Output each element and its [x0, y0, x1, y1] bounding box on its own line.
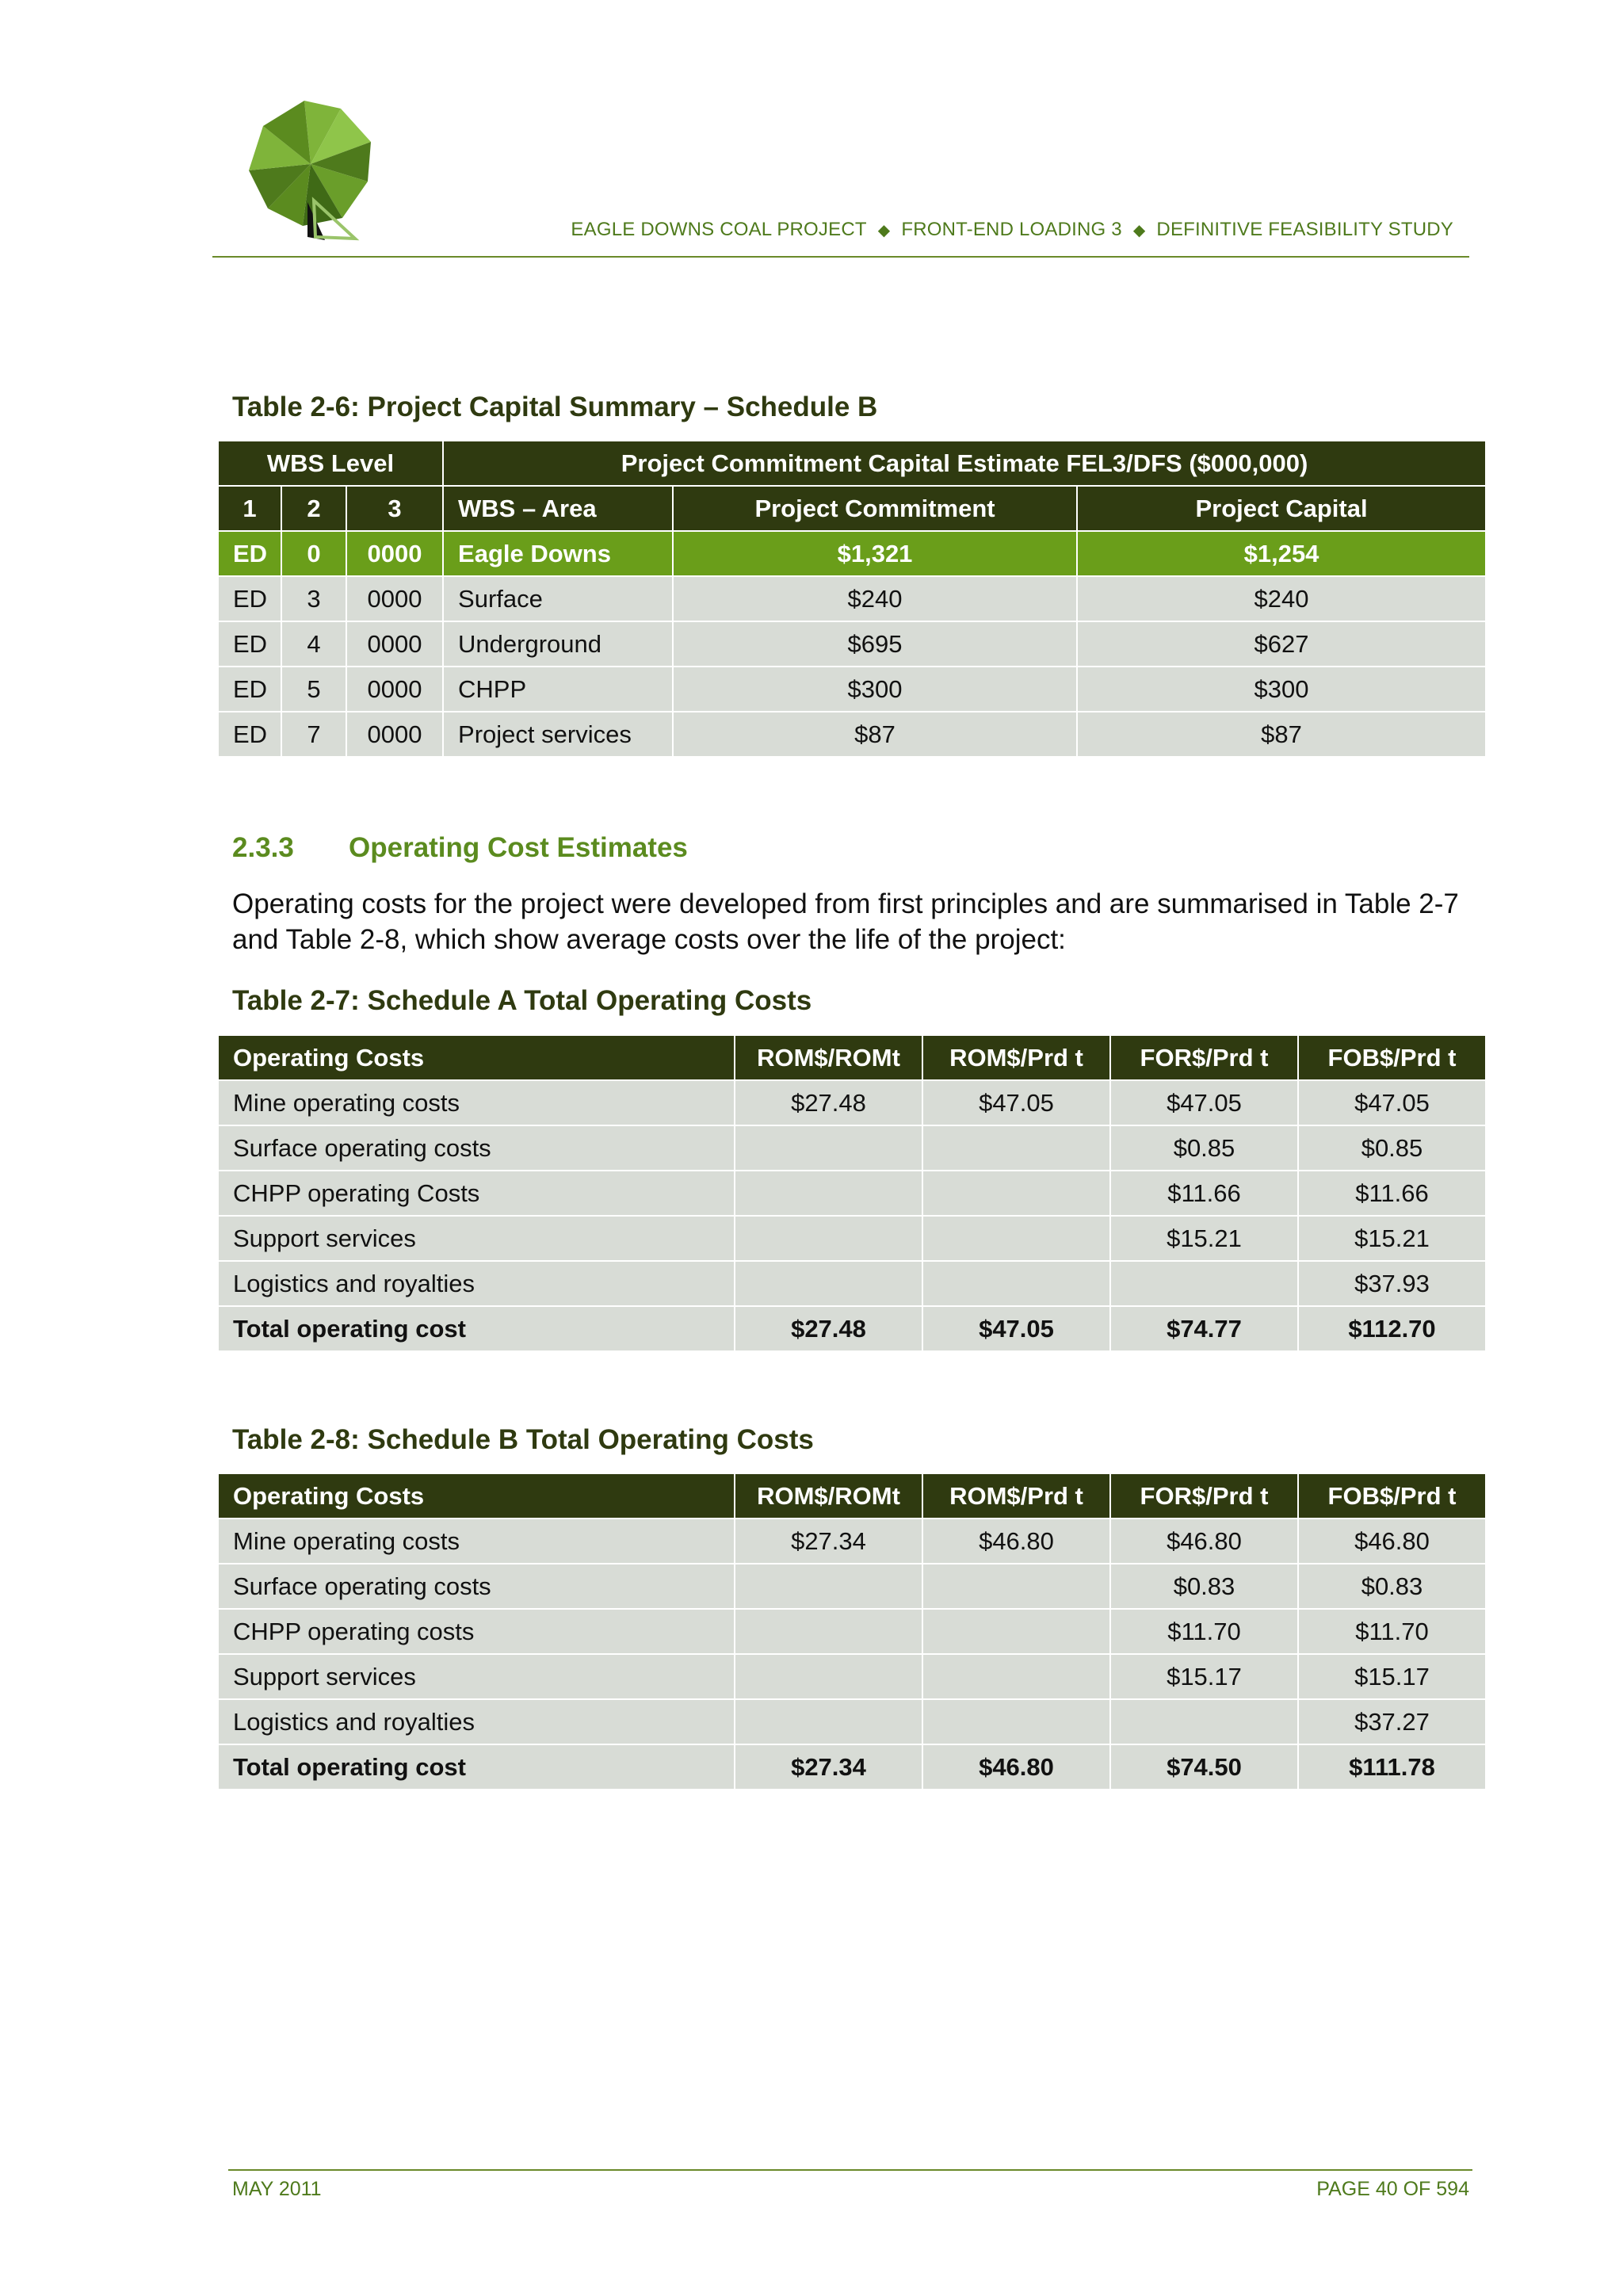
- footer-date: MAY 2011: [232, 2178, 322, 2200]
- column-header: WBS – Area: [443, 486, 673, 531]
- column-header: FOR$/Prd t: [1110, 1035, 1298, 1080]
- section-paragraph: Operating costs for the project were developed from first principles and are summarised in Table 2-7 and Table 2-8, which show average costs over the life of the project:: [232, 888, 1459, 955]
- schedule-a-operating-costs-table: [217, 1034, 1487, 1352]
- header-study: DEFINITIVE FEASIBILITY STUDY: [1156, 219, 1453, 240]
- column-header: Project Capital: [1077, 486, 1486, 531]
- table-cell: 7: [281, 712, 346, 757]
- table-cell: 0000: [346, 712, 443, 757]
- table-2-7-caption: Table 2-7: Schedule A Total Operating Costs: [232, 985, 812, 1016]
- table-cell: 0000: [346, 621, 443, 667]
- table-cell: $11.66: [1298, 1171, 1486, 1216]
- table-cell: $240: [673, 576, 1077, 621]
- table-cell: $11.70: [1110, 1609, 1298, 1654]
- table-cell: Underground: [443, 621, 673, 667]
- total-row: [218, 1744, 1486, 1790]
- table-row: [218, 1216, 1486, 1261]
- section-title: Operating Cost Estimates: [349, 832, 688, 863]
- table-cell: $47.05: [922, 1080, 1110, 1125]
- table-cell: [735, 1125, 922, 1171]
- column-header: ROM$/ROMt: [735, 1035, 922, 1080]
- table-cell: Mine operating costs: [218, 1519, 735, 1564]
- table-cell: [922, 1171, 1110, 1216]
- wbs-level-header: WBS Level: [218, 441, 443, 486]
- table-row: [218, 712, 1486, 757]
- table-row: [218, 1519, 1486, 1564]
- table-cell: $87: [673, 712, 1077, 757]
- table-cell: Total operating cost: [218, 1306, 735, 1351]
- table-cell: $1,321: [673, 531, 1077, 576]
- table-cell: Surface: [443, 576, 673, 621]
- table-cell: Project services: [443, 712, 673, 757]
- table-cell: [735, 1564, 922, 1609]
- table-cell: $112.70: [1298, 1306, 1486, 1351]
- total-row: [218, 1306, 1486, 1351]
- table-row: [218, 1125, 1486, 1171]
- table-cell: Mine operating costs: [218, 1080, 735, 1125]
- column-header: 2: [281, 486, 346, 531]
- table-cell: $240: [1077, 576, 1486, 621]
- header-divider: [212, 256, 1469, 258]
- table-cell: $0.83: [1298, 1564, 1486, 1609]
- table-cell: $1,254: [1077, 531, 1486, 576]
- column-header: Project Commitment: [673, 486, 1077, 531]
- footer-page-number: PAGE 40 OF 594: [1316, 2178, 1469, 2200]
- table-cell: $695: [673, 621, 1077, 667]
- table-cell: Logistics and royalties: [218, 1699, 735, 1744]
- table-cell: [1110, 1261, 1298, 1306]
- table-cell: Logistics and royalties: [218, 1261, 735, 1306]
- table-cell: $15.17: [1110, 1654, 1298, 1699]
- table-row: [218, 1080, 1486, 1125]
- table-row: [218, 1609, 1486, 1654]
- table-header-row: [218, 1473, 1486, 1519]
- table-cell: ED: [218, 712, 281, 757]
- table-cell: ED: [218, 576, 281, 621]
- footer-divider: [228, 2169, 1472, 2171]
- column-header: FOR$/Prd t: [1110, 1473, 1298, 1519]
- capital-summary-table: [217, 440, 1487, 758]
- column-header: 3: [346, 486, 443, 531]
- table-row: [218, 621, 1486, 667]
- table-cell: $46.80: [1298, 1519, 1486, 1564]
- table-row: [218, 576, 1486, 621]
- section-number: 2.3.3: [232, 832, 294, 863]
- table-cell: ED: [218, 621, 281, 667]
- table-cell: 0000: [346, 531, 443, 576]
- schedule-b-operating-costs-table: [217, 1473, 1487, 1790]
- table-cell: Surface operating costs: [218, 1564, 735, 1609]
- table-cell: $74.77: [1110, 1306, 1298, 1351]
- table-group-header-row: [218, 441, 1486, 486]
- table-cell: CHPP: [443, 667, 673, 712]
- table-cell: 0: [281, 531, 346, 576]
- table-cell: $27.48: [735, 1306, 922, 1351]
- table-cell: $46.80: [922, 1519, 1110, 1564]
- table-row: [218, 1654, 1486, 1699]
- table-cell: Support services: [218, 1216, 735, 1261]
- table-cell: ED: [218, 667, 281, 712]
- table-cell: $74.50: [1110, 1744, 1298, 1790]
- table-cell: Total operating cost: [218, 1744, 735, 1790]
- column-header: ROM$/Prd t: [922, 1035, 1110, 1080]
- table-cell: [735, 1216, 922, 1261]
- table-cell: 4: [281, 621, 346, 667]
- table-cell: Surface operating costs: [218, 1125, 735, 1171]
- table-header-row: [218, 1035, 1486, 1080]
- table-header-row: [218, 486, 1486, 531]
- table-cell: [922, 1699, 1110, 1744]
- column-header: ROM$/Prd t: [922, 1473, 1110, 1519]
- section-heading: [232, 832, 688, 864]
- table-cell: $0.85: [1110, 1125, 1298, 1171]
- table-cell: $15.17: [1298, 1654, 1486, 1699]
- table-cell: [922, 1564, 1110, 1609]
- table-cell: $46.80: [1110, 1519, 1298, 1564]
- table-cell: [735, 1261, 922, 1306]
- table-row: [218, 667, 1486, 712]
- column-header: FOB$/Prd t: [1298, 1473, 1486, 1519]
- table-cell: $47.05: [922, 1306, 1110, 1351]
- table-cell: $47.05: [1110, 1080, 1298, 1125]
- table-cell: $27.34: [735, 1519, 922, 1564]
- table-cell: 0000: [346, 667, 443, 712]
- table-cell: [735, 1171, 922, 1216]
- table-cell: $27.48: [735, 1080, 922, 1125]
- table-cell: [922, 1125, 1110, 1171]
- table-row: [218, 1261, 1486, 1306]
- table-cell: Eagle Downs: [443, 531, 673, 576]
- table-cell: [735, 1699, 922, 1744]
- table-cell: [922, 1609, 1110, 1654]
- table-cell: $111.78: [1298, 1744, 1486, 1790]
- column-header: FOB$/Prd t: [1298, 1035, 1486, 1080]
- table-cell: $0.83: [1110, 1564, 1298, 1609]
- table-cell: $300: [1077, 667, 1486, 712]
- table-cell: 3: [281, 576, 346, 621]
- table-cell: $11.70: [1298, 1609, 1486, 1654]
- table-cell: 0000: [346, 576, 443, 621]
- column-header: Operating Costs: [218, 1473, 735, 1519]
- table-cell: [735, 1654, 922, 1699]
- diamond-separator-icon: ◆: [1132, 222, 1146, 239]
- table-cell: $15.21: [1110, 1216, 1298, 1261]
- table-cell: [1110, 1699, 1298, 1744]
- estimate-header: Project Commitment Capital Estimate FEL3/DFS ($000,000): [443, 441, 1486, 486]
- table-cell: $46.80: [922, 1744, 1110, 1790]
- table-row: [218, 1699, 1486, 1744]
- table-cell: $37.93: [1298, 1261, 1486, 1306]
- table-cell: $11.66: [1110, 1171, 1298, 1216]
- document-header: [571, 219, 1453, 241]
- table-cell: $627: [1077, 621, 1486, 667]
- table-row: [218, 1171, 1486, 1216]
- diamond-separator-icon: ◆: [877, 222, 891, 239]
- table-cell: $300: [673, 667, 1077, 712]
- table-cell: Support services: [218, 1654, 735, 1699]
- table-2-6-caption: Table 2-6: Project Capital Summary – Schedule B: [232, 392, 878, 422]
- column-header: ROM$/ROMt: [735, 1473, 922, 1519]
- table-cell: [922, 1216, 1110, 1261]
- table-2-8-caption: Table 2-8: Schedule B Total Operating Costs: [232, 1424, 814, 1455]
- table-cell: 5: [281, 667, 346, 712]
- table-cell: [922, 1654, 1110, 1699]
- header-phase: FRONT-END LOADING 3: [901, 219, 1122, 240]
- table-cell: $0.85: [1298, 1125, 1486, 1171]
- table-cell: CHPP operating costs: [218, 1609, 735, 1654]
- table-cell: $47.05: [1298, 1080, 1486, 1125]
- pinwheel-logo-icon: [231, 89, 390, 247]
- table-row: [218, 1564, 1486, 1609]
- header-project: EAGLE DOWNS COAL PROJECT: [571, 219, 867, 240]
- table-cell: CHPP operating Costs: [218, 1171, 735, 1216]
- table-cell: $15.21: [1298, 1216, 1486, 1261]
- column-header: Operating Costs: [218, 1035, 735, 1080]
- table-cell: ED: [218, 531, 281, 576]
- table-cell: $27.34: [735, 1744, 922, 1790]
- table-cell: [922, 1261, 1110, 1306]
- column-header: 1: [218, 486, 281, 531]
- table-cell: [735, 1609, 922, 1654]
- table-row: [218, 531, 1486, 576]
- table-cell: $37.27: [1298, 1699, 1486, 1744]
- table-cell: $87: [1077, 712, 1486, 757]
